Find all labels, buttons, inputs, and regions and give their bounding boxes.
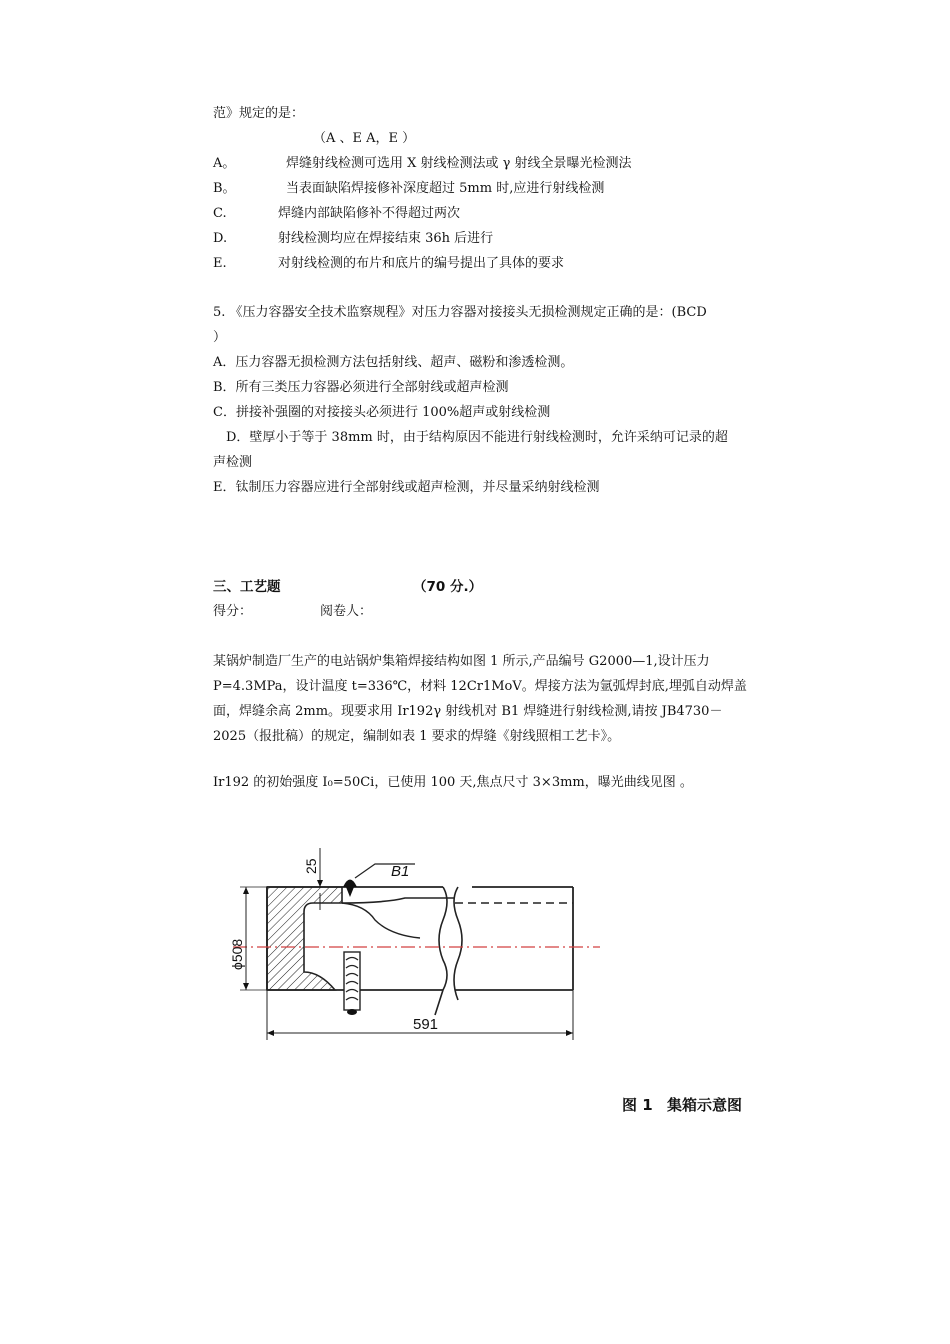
para1-line4: 2025（报批稿）的规定，编制如表 1 要求的焊缝《射线照相工艺卡》。 [213, 729, 621, 744]
q4-option-e-letter: E. [213, 256, 227, 271]
para1-line1: 某锅炉制造厂生产的电站锅炉集箱焊接结构如图 1 所示,产品编号 G2000—1,设计压力 [213, 654, 710, 669]
figure-caption-number: 图 1 [622, 1096, 653, 1114]
q4-option-c-letter: C. [213, 206, 227, 221]
q4-option-d-text: 射线检测均应在焊接结束 36h 后进行 [278, 231, 494, 246]
q4-option-d-letter: D. [213, 231, 228, 246]
q5-stem-line1: 5. 《压力容器安全技术监察规程》对压力容器对接接头无损检测规定正确的是：(BCD [213, 305, 707, 320]
dim-591: 591 [413, 1016, 439, 1033]
branch-weld-end [347, 1009, 357, 1015]
q4-intro-tail: 范》规定的是： [213, 106, 305, 121]
header-figure [215, 840, 615, 1045]
q5-option-e: E．钛制压力容器应进行全部射线或超声检测，并尽量采纳射线检测 [213, 480, 600, 495]
dim-508-arrow-bottom [243, 983, 249, 990]
inner-transition-curve [342, 903, 420, 938]
dim-591-arrow-right [566, 1030, 573, 1036]
break-line-left [435, 887, 447, 1015]
dim-25-arrow [317, 880, 323, 887]
q4-answer: （A 、E A，E ） [313, 131, 416, 146]
q5-stem-line2: ） [213, 330, 227, 345]
inner-wall-curve [342, 898, 455, 903]
break-line-right [454, 887, 462, 1000]
q4-option-b-text: 当表面缺陷焊接修补深度超过 5mm 时,应进行射线检测 [286, 181, 605, 196]
section-points: （70 分.） [413, 579, 483, 595]
q4-option-e-text: 对射线检测的布片和底片的编号提出了具体的要求 [278, 256, 565, 271]
para1-line2: P=4.3MPa，设计温度 t=336℃，材料 12Cr1MoV。焊接方法为氩弧焊封底,埋弧自动焊盖 [213, 679, 747, 694]
figure-caption-text: 集箱示意图 [667, 1096, 743, 1114]
q5-option-d-line1: D．壁厚小于等于 38mm 时，由于结构原因不能进行射线检测时，允许采纳可记录的超 [226, 430, 728, 445]
q5-option-d-line2: 声检测 [213, 455, 253, 470]
dim-508-arrow-top [243, 887, 249, 894]
section-heading: 三、工艺题 [213, 579, 281, 595]
hatched-end-section [267, 887, 342, 990]
para2: Ir192 的初始强度 I₀=50Ci，已使用 100 天,焦点尺寸 3×3mm，曝光曲线见图 。 [213, 775, 693, 790]
q5-option-b: B．所有三类压力容器必须进行全部射线或超声检测 [213, 380, 509, 395]
q5-option-c: C．拼接补强圈的对接接头必须进行 100%超声或射线检测 [213, 405, 551, 420]
label-b1: B1 [391, 863, 410, 880]
score-label: 得分： [213, 604, 253, 619]
reviewer-label: 阅卷人： [320, 604, 373, 619]
q4-option-c-text: 焊缝内部缺陷修补不得超过两次 [278, 206, 461, 221]
para1-line3: 面，焊缝余高 2mm。现要求用 Ir192γ 射线机对 B1 焊缝进行射线检测,请按 JB4730－ [213, 704, 723, 719]
q4-option-a-letter: A。 [213, 156, 236, 171]
q4-option-b-letter: B。 [213, 181, 236, 196]
weld-b1-root [346, 887, 354, 897]
weld-b1-bead [343, 880, 357, 888]
dim-25: 25 [303, 858, 319, 874]
dim-508: ϕ508 [229, 938, 245, 970]
q5-option-a: A．压力容器无损检测方法包括射线、超声、磁粉和渗透检测。 [213, 355, 574, 370]
dim-591-arrow-left [267, 1030, 274, 1036]
q4-option-a-text: 焊缝射线检测可选用 X 射线检测法或 γ 射线全景曝光检测法 [286, 156, 632, 171]
